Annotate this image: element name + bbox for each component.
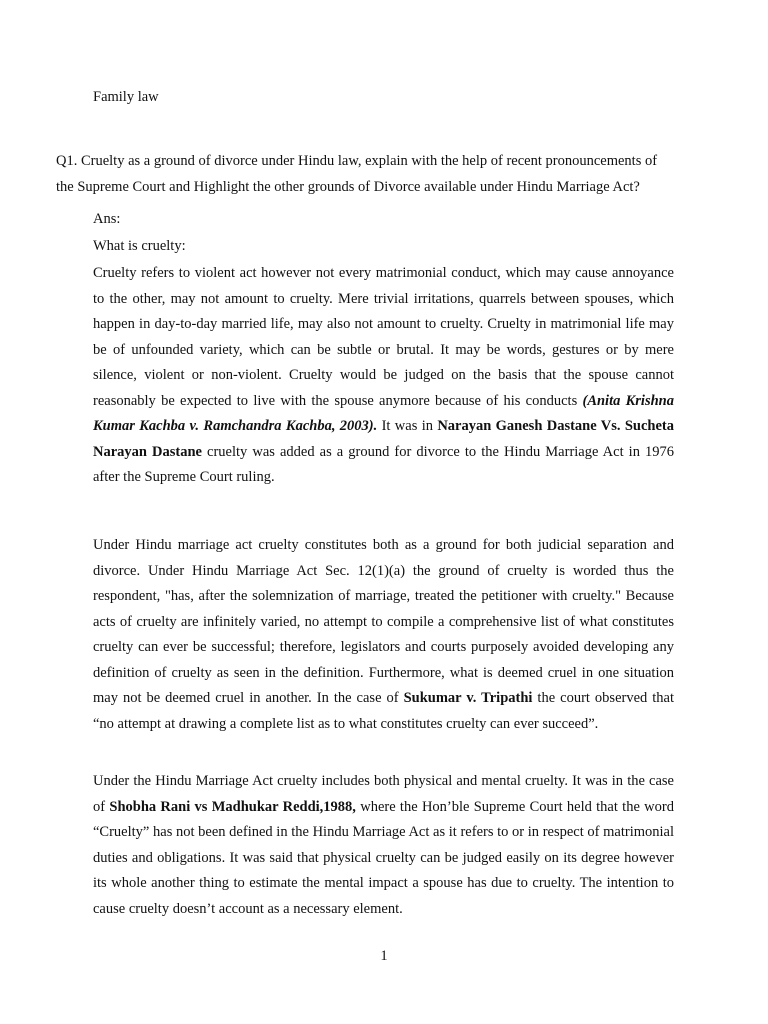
case-name: Sukumar v. Tripathi	[403, 690, 533, 706]
paragraph-text: the court observed that “no attempt at drawing a complete list as to what constitutes cruelty can ever succeed”.	[93, 690, 675, 732]
paragraph-text: Under the Hindu Marriage Act cruelty includes both physical and mental cruelty. It was in the case of	[93, 773, 674, 815]
case-name: Shobha Rani vs Madhukar Reddi,1988,	[109, 798, 356, 815]
section-heading: What is cruelty:	[93, 238, 186, 254]
paragraph-text: Under Hindu marriage act cruelty constitutes both as a ground for both judicial separation and divorce. Under Hindu Marriage Act Sec. 12(1)(a) the ground of cruelty is worded thus the respondent, "has, after the solemnization of marriage, treated the petitioner with cruelty." Because acts of cruelty are infinitely varied, no attempt to compile a comprehensive list of what constitutes cruelty can ever be successful; therefore, legislators and courts purposely avoided developing any definition of cruelty as seen in the definition. Furthermore, what is deemed cruel in one situation may not be deemed cruel in another. In the case of	[93, 537, 674, 706]
paragraph-text: Cruelty refers to violent act however not every matrimonial conduct, which may cause annoyance to the other, may not amount to cruelty. Mere trivial irritations, quarrels between spouses, which happen in day-to-day married life, may also not amount to cruelty. Cruelty in matrimonial life may be of unfounded variety, which can be subtle or brutal. It may be words, gestures or by mere silence, violent or non-violent. Cruelty would be judged on the basis that the spouse cannot reasonably be expected to live with the spouse anymore because of his conducts	[93, 265, 674, 409]
paragraph-what-is-cruelty	[93, 261, 674, 491]
subject-title: Family law	[93, 89, 159, 105]
paragraph-hindu-marriage-act	[93, 533, 674, 737]
answer-label: Ans:	[93, 211, 121, 227]
case-citation: (Anita Krishna Kumar Kachba v. Ramchandra Kachba, 2003).	[93, 392, 674, 434]
paragraph-physical-mental-cruelty	[93, 769, 674, 922]
paragraph-text: where the Hon’ble Supreme Court held that the word “Cruelty” has not been defined in the Hindu Marriage Act as it refers to or in respect of matrimonial duties and obligations. It was said that physical cruelty can be judged easily on its degree however its whole another thing to estimate the mental impact a spouse has due to cruelty. The intention to cause cruelty doesn’t account as a necessary element.	[93, 798, 674, 917]
paragraph-text: cruelty was added as a ground for divorce to the Hindu Marriage Act in 1976 after the Supreme Court ruling.	[93, 443, 675, 485]
case-name: Narayan Ganesh Dastane Vs. Sucheta Narayan Dastane	[93, 418, 674, 460]
question-line: the Supreme Court and Highlight the other grounds of Divorce available under Hindu Marriage Act?	[56, 179, 640, 195]
page-number: 1	[380, 948, 388, 964]
paragraph-text: It was in	[377, 418, 438, 434]
question-line: Q1. Cruelty as a ground of divorce under Hindu law, explain with the help of recent pronouncements of	[56, 153, 658, 169]
question-text	[56, 148, 716, 200]
